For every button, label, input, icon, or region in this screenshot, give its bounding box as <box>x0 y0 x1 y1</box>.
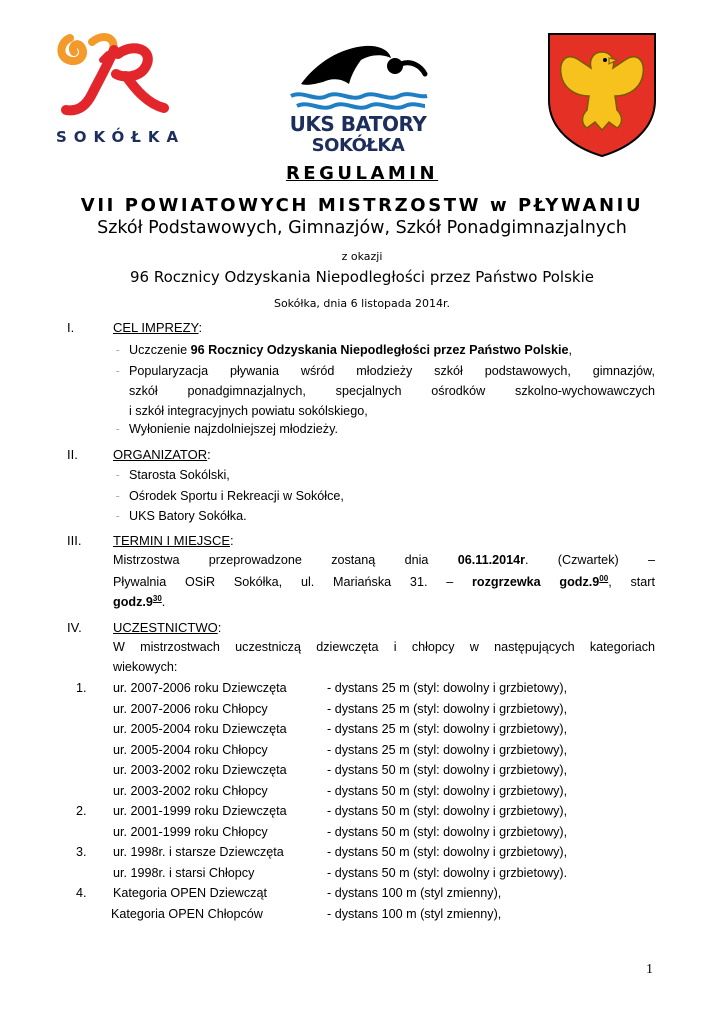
section-4-title: UCZESTNICTWO: <box>113 620 222 635</box>
schools-line: Szkół Podstawowych, Gimnazjów, Szkół Ponadgimnazjalnych <box>97 218 627 238</box>
category-label: ur. 2005-2004 roku Dziewczęta <box>113 722 287 736</box>
category-distance: - dystans 25 m (styl: dowolny i grzbietowy), <box>327 722 568 736</box>
category-label: ur. 1998r. i starsze Dziewczęta <box>113 845 284 859</box>
sokolka-figure-icon <box>52 20 192 125</box>
category-number: 1. <box>76 681 87 695</box>
coat-of-arms <box>545 30 659 158</box>
list-item: Popularyzacja pływania wśród młodzieży szkół podstawowych, gimnazjów, <box>129 364 655 378</box>
term-line-3: $godz.9^{30}$. <box>113 594 166 610</box>
occasion-line: 96 Rocznicy Odzyskania Niepodległości przez Państwo Polskie <box>130 268 594 286</box>
category-label: ur. 1998r. i starsi Chłopcy <box>113 866 255 880</box>
dash-bullet-icon: – <box>116 348 120 354</box>
category-distance: - dystans 25 m (styl: dowolny i grzbietowy), <box>327 702 568 716</box>
category-label: ur. 2001-1999 roku Dziewczęta <box>113 804 287 818</box>
category-number: 4. <box>76 886 87 900</box>
category-distance: - dystans 25 m (styl: dowolny i grzbietowy), <box>327 743 568 757</box>
list-item: Uczczenie 96 Rocznicy Odzyskania Niepodległości przez Państwo Polskie, <box>129 343 573 357</box>
category-label: ur. 2003-2002 roku Chłopcy <box>113 784 268 798</box>
section-4-number: IV. <box>67 620 82 635</box>
swimmer-icon <box>283 40 433 112</box>
list-item: Wyłonienie najzdolniejszej młodzieży. <box>129 422 338 436</box>
category-distance: - dystans 100 m (styl zmienny), <box>327 907 502 921</box>
sokolka-city-logo <box>52 20 192 150</box>
sokolka-logo-text: SOKÓŁKA <box>56 128 186 146</box>
list-item: Starosta Sokólski, <box>129 468 230 482</box>
dash-bullet-icon: – <box>116 473 120 479</box>
page-number: 1 <box>646 962 653 977</box>
list-item-continuation: szkół ponadgimnazjalnych, specjalnych ośrodków szkolno-wychowawczych <box>129 384 655 398</box>
section-1-title: CEL IMPREZY: <box>113 320 203 335</box>
category-label: ur. 2001-1999 roku Chłopcy <box>113 825 268 839</box>
place-date: Sokółka, dnia 6 listopada 2014r. <box>273 297 451 310</box>
dash-bullet-icon: – <box>116 514 120 520</box>
participation-intro: W mistrzostwach uczestniczą dziewczęta i chłopcy w następujących kategoriach <box>113 640 655 654</box>
category-distance: - dystans 50 m (styl: dowolny i grzbietowy), <box>327 784 568 798</box>
category-number: 3. <box>76 845 87 859</box>
category-distance: - dystans 50 m (styl: dowolny i grzbietowy), <box>327 825 568 839</box>
category-label: ur. 2007-2006 roku Dziewczęta <box>113 681 287 695</box>
category-distance: - dystans 100 m (styl zmienny), <box>327 886 502 900</box>
dash-bullet-icon: – <box>116 427 120 433</box>
category-label: Kategoria OPEN Dziewcząt <box>113 886 267 900</box>
participation-intro-continuation: wiekowych: <box>113 660 178 674</box>
uks-batory-title: UKS BATORY <box>289 112 427 136</box>
section-3-number: III. <box>67 533 82 548</box>
section-2-title: ORGANIZATOR: <box>113 447 211 462</box>
category-distance: - dystans 25 m (styl: dowolny i grzbietowy), <box>327 681 568 695</box>
term-line-2: Pływalnia OSiR Sokółka, ul. Mariańska 31. – rozgrzewka $godz.9^{00}$, start <box>113 574 655 590</box>
category-distance: - dystans 50 m (styl: dowolny i grzbietowy), <box>327 763 568 777</box>
document-subtitle: VII POWIATOWYCH MISTRZOSTW w PŁYWANIU <box>80 195 644 216</box>
list-item: Ośrodek Sportu i Rekreacji w Sokółce, <box>129 489 344 503</box>
category-number: 2. <box>76 804 87 818</box>
category-distance: - dystans 50 m (styl: dowolny i grzbietowy). <box>327 866 568 880</box>
section-3-title: TERMIN I MIEJSCE: <box>113 533 234 548</box>
section-2-number: II. <box>67 447 78 462</box>
category-distance: - dystans 50 m (styl: dowolny i grzbietowy), <box>327 804 568 818</box>
section-1-number: I. <box>67 320 75 335</box>
category-label: Kategoria OPEN Chłopców <box>111 907 263 921</box>
falcon-crest-icon <box>545 30 659 158</box>
category-label: ur. 2003-2002 roku Dziewczęta <box>113 763 287 777</box>
category-label: ur. 2007-2006 roku Chłopcy <box>113 702 268 716</box>
document-title: REGULAMIN <box>285 163 439 184</box>
uks-batory-logo <box>283 40 443 162</box>
term-line-1: Mistrzostwa przeprowadzone zostaną dnia 06.11.2014r. (Czwartek) – <box>113 553 655 567</box>
category-distance: - dystans 50 m (styl: dowolny i grzbietowy), <box>327 845 568 859</box>
list-item: UKS Batory Sokółka. <box>129 509 247 523</box>
occasion-prefix: z okazji <box>341 250 383 263</box>
dash-bullet-icon: – <box>116 494 120 500</box>
list-item-continuation: i szkół integracyjnych powiatu sokólskiego, <box>129 404 368 418</box>
category-label: ur. 2005-2004 roku Chłopcy <box>113 743 268 757</box>
uks-batory-city: SOKÓŁKA <box>311 135 405 156</box>
dash-bullet-icon: – <box>116 369 120 375</box>
